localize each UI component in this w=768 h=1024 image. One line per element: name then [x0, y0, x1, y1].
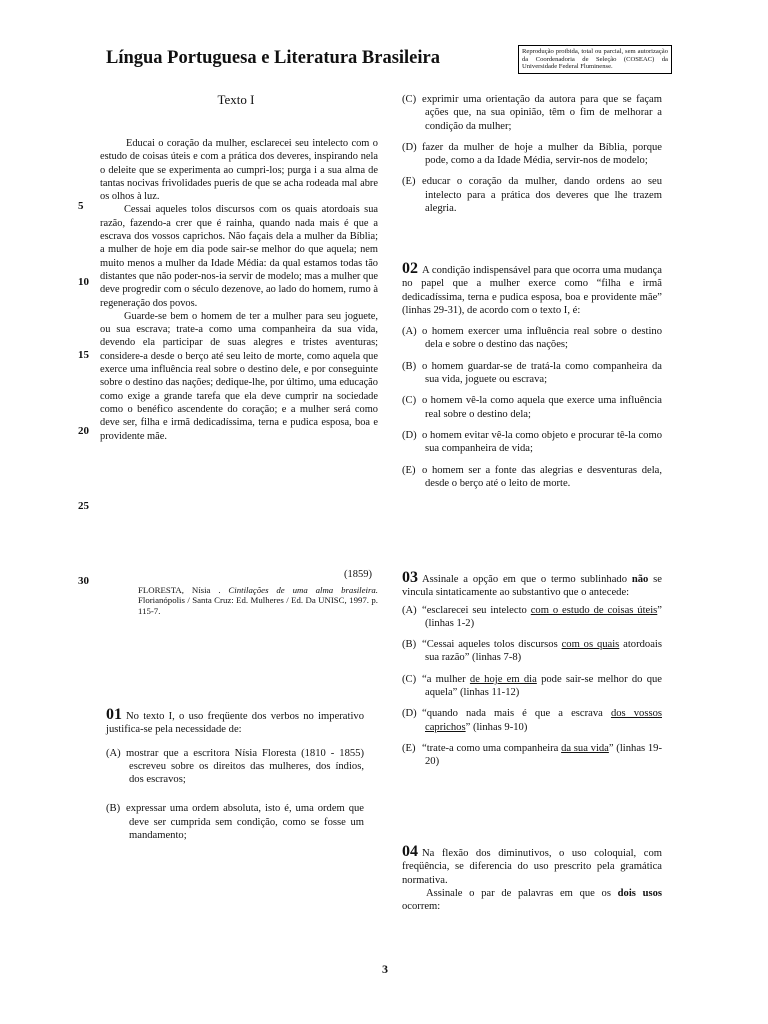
citation	[138, 585, 378, 616]
question-03-stem	[402, 571, 662, 600]
question-02-stem	[402, 262, 662, 317]
question-text: Na flexão dos diminutivos, o uso coloquial, com freqüência, se diferencia do uso prescrito pela gramática normativa.	[402, 848, 662, 886]
option-c[interactable]	[402, 394, 662, 421]
question-01-continued	[402, 93, 662, 223]
option-e[interactable]	[402, 742, 662, 769]
line-number: 25	[78, 500, 89, 512]
option-c[interactable]	[402, 93, 662, 133]
option-a[interactable]	[402, 604, 662, 631]
option-text: o homem evitar vê-la como objeto e procurar tê-la como sua companheira de vida;	[422, 429, 662, 455]
underlined-term: com os quais	[561, 639, 620, 651]
question-text: Assinale o par de palavras em que os	[426, 887, 611, 899]
option-letter: (A)	[402, 326, 417, 338]
option-text: o homem vê-la como aquela que exerce uma influência real sobre o destino dela;	[422, 395, 662, 420]
line-number: 10	[78, 276, 89, 288]
option-letter: (C)	[402, 395, 417, 407]
option-b[interactable]	[106, 802, 364, 842]
option-text: ” (linhas 19-20)	[425, 742, 662, 768]
option-b[interactable]	[402, 638, 662, 665]
question-text: A condição indispensável para que ocorra uma mudança no papel que a mulher exerce como “filha e irmã dedicadíssima, terna e pudica esposa, boa e providente mãe” (linhas 29-31), de acordo com o texto I, é:	[402, 265, 662, 316]
option-text: “trate-a como uma companheira	[422, 742, 562, 754]
line-number: 5	[78, 200, 84, 212]
copyright-notice: Reprodução proibida, total ou parcial, sem autorização da Coordenadoria de Seleção (COSEAC) da Universidade Federal Fluminense.	[518, 45, 672, 74]
option-b[interactable]	[402, 360, 662, 387]
option-text: “esclarecei seu intelecto	[422, 604, 531, 616]
option-text: ” (linhas 9-10)	[465, 721, 528, 733]
option-letter: (B)	[106, 803, 121, 815]
question-01	[106, 708, 364, 850]
option-text: pode sair-se melhor do que aquela” (linhas 11-12)	[425, 673, 662, 699]
passage-paragraph-3: Guarde-se bem o homem de ter a mulher para seu joguete, ou sua escrava; trate-a como uma companheira da sua vida, devendo ela participar de suas alegres e tristes aventuras; considere-a desde o berço até seu leito de morte, como aquela que exerce uma influência real sobre o destino dele, e por conseguinte sobre o destino das nações; dedique-lhe, por último, uma educação como exige a grande tarefa que ela deve cumprir na sociedade como o benéfico ascendente do coração; e a mulher será como deve ser, filha e irmã dedicadíssima, terna e pudica esposa, boa e providente mãe.	[100, 310, 378, 442]
question-04-instruction	[402, 887, 662, 914]
option-letter: (C)	[402, 94, 417, 105]
question-01-stem	[106, 708, 364, 737]
page-title: Língua Portuguesa e Literatura Brasileira	[106, 48, 440, 68]
option-text: o homem guardar-se de tratá-la como companheira da sua vida, joguete ou escrava;	[422, 360, 662, 386]
option-text: exprimir uma orientação da autora para que se façam ações que, na sua opinião, têm o fim de melhorar a condição da mulher;	[422, 94, 662, 132]
question-number: 04	[402, 843, 418, 860]
passage	[100, 137, 378, 443]
option-letter: (D)	[402, 141, 417, 153]
question-text: ocorrem:	[402, 901, 441, 913]
question-02	[402, 262, 662, 498]
question-04	[402, 845, 662, 913]
option-letter: (A)	[402, 604, 417, 616]
option-letter: (D)	[402, 429, 417, 441]
option-text: mostrar que a escritora Nísia Floresta (1810 - 1855) escreveu sobre os direitos das mulheres, dos índios, dos escravos;	[126, 747, 364, 786]
underlined-term: com o estudo de coisas úteis	[530, 604, 658, 616]
option-e[interactable]	[402, 175, 662, 215]
passage-paragraph-2: Cessai aqueles tolos discursos com os quais atordoais sua razão, fazendo-a crer que é rainha, quando nada mais é que a escrava dos vossos caprichos. Não façais dela a mulher da Bíblia; a mulher de hoje em dia pode sair-se melhor do que aquela; nem muito menos a mulher da Idade Média: da qual estamos todas tão distantes que não poder-nos-ia servir de modelo; mas a mulher que deve progredir com o século dezenove, ao lado do homem, rumo à regeneração dos povos.	[100, 204, 378, 309]
underlined-term: da sua vida	[561, 742, 609, 754]
question-text: se vincula sintaticamente ao substantivo que o antecede:	[402, 574, 662, 599]
underlined-term: de hoje em dia	[469, 673, 537, 685]
question-emphasis: dois usos	[617, 887, 663, 899]
option-d[interactable]	[402, 707, 662, 734]
option-text: expressar uma ordem absoluta, isto é, uma ordem que deve ser cumprida sem condição, como se fosse um mandamento;	[126, 803, 364, 842]
option-text: “Cessai aqueles tolos discursos	[422, 639, 562, 651]
passage-paragraph-1: Educai o coração da mulher, esclarecei seu intelecto com o estudo de coisas úteis e com a prática dos deveres, inspirando nela o deleite que se experimenta ao cumpri-los; purga i a sua alma de tantas nocivas frivolidades pueris de que se acha rodeada mal abre os olhos à luz.	[100, 138, 378, 203]
option-text: educar o coração da mulher, dando ordens ao seu intelecto para a prática dos deveres que lhe trazem alegria.	[422, 176, 662, 215]
underlined-term: dos vossos caprichos	[425, 708, 662, 733]
option-text: “quando nada mais é que a escrava	[422, 708, 611, 720]
question-number: 02	[402, 260, 418, 277]
option-letter: (A)	[106, 747, 121, 759]
citation-author: FLORESTA, Nísia .	[138, 585, 221, 595]
option-d[interactable]	[402, 141, 662, 168]
page-number: 3	[382, 962, 388, 976]
option-letter: (E)	[402, 742, 416, 754]
question-text: No texto I, o uso freqüente dos verbos no imperativo justifica-se pela necessidade de:	[106, 711, 364, 736]
option-text: ” (linhas 1-2)	[425, 604, 662, 629]
option-e[interactable]	[402, 464, 662, 491]
option-d[interactable]	[402, 429, 662, 456]
question-number: 03	[402, 569, 418, 586]
option-letter: (D)	[402, 708, 417, 720]
option-letter: (E)	[402, 176, 416, 188]
question-04-stem	[402, 845, 662, 887]
option-letter: (B)	[402, 639, 417, 651]
option-a[interactable]	[106, 747, 364, 787]
question-03	[402, 571, 662, 777]
line-number: 20	[78, 425, 89, 437]
option-letter: (E)	[402, 464, 416, 476]
option-text: atordoais sua razão” (linhas 7-8)	[425, 639, 662, 664]
option-text: o homem ser a fonte das alegrias e desventuras dela, desde o berço até o leito de morte.	[422, 464, 662, 489]
question-text: Assinale a opção em que o termo sublinhado	[422, 574, 627, 585]
citation-rest: Florianópolis / Santa Cruz: Ed. Mulheres / Ed. Da UNISC, 1997. p. 115-7.	[138, 595, 378, 616]
option-letter: (B)	[402, 360, 417, 372]
option-c[interactable]	[402, 673, 662, 700]
option-text: fazer da mulher de hoje a mulher da Bíblia, porque pode, como a da Idade Média, servir-nos de modelo;	[422, 141, 662, 167]
option-text: o homem exercer uma influência real sobre o destino dela e sobre o destino das nações;	[422, 326, 662, 351]
option-a[interactable]	[402, 325, 662, 352]
publication-year: (1859)	[344, 569, 372, 580]
citation-work: Cintilações de uma alma brasileira.	[228, 585, 378, 595]
line-number: 15	[78, 349, 89, 361]
option-letter: (C)	[402, 673, 417, 685]
question-number: 01	[106, 706, 122, 723]
line-number: 30	[78, 575, 89, 587]
question-emphasis: não	[631, 574, 649, 585]
text-title: Texto I	[217, 92, 255, 107]
option-text: “a mulher	[422, 673, 470, 685]
